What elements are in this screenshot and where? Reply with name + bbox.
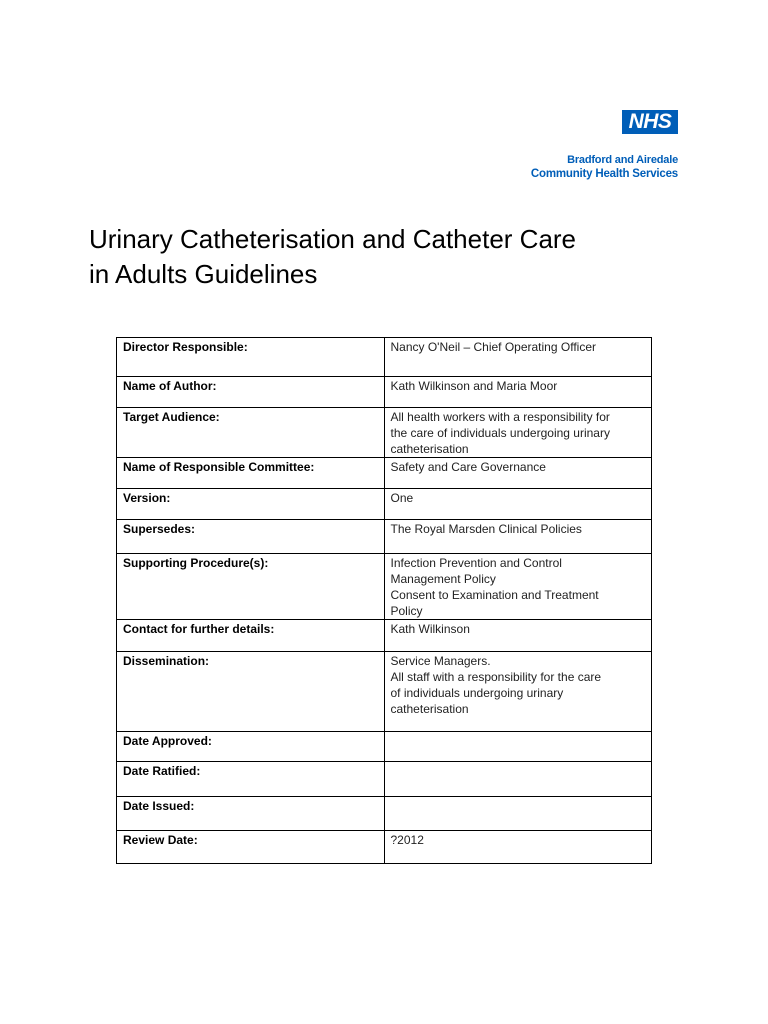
row-value [384, 732, 652, 762]
row-value [384, 554, 652, 620]
table-row [117, 408, 652, 458]
row-value [384, 377, 652, 408]
row-value-line: Nancy O'Neil – Chief Operating Officer [390, 340, 596, 354]
table-row [117, 489, 652, 520]
row-label: Contact for further details: [117, 620, 385, 652]
row-value [384, 408, 652, 458]
row-value-line: Management Policy [390, 572, 496, 586]
row-value [384, 489, 652, 520]
nhs-badge: NHS [622, 110, 678, 134]
row-label: Date Issued: [117, 797, 385, 831]
row-label: Date Ratified: [117, 762, 385, 797]
table-row [117, 797, 652, 831]
row-label: Supporting Procedure(s): [117, 554, 385, 620]
row-value-line: catheterisation [390, 442, 469, 456]
title-line-2: in Adults Guidelines [89, 259, 318, 289]
table-row [117, 831, 652, 864]
nhs-logo [478, 110, 678, 190]
row-value-line: The Royal Marsden Clinical Policies [390, 522, 582, 536]
row-label: Dissemination: [117, 652, 385, 732]
row-value-line: Safety and Care Governance [390, 460, 546, 474]
table-row [117, 652, 652, 732]
row-value-line: of individuals undergoing urinary [390, 686, 564, 700]
row-value [384, 338, 652, 377]
row-value [384, 620, 652, 652]
document-info-table [116, 337, 652, 864]
row-value-line: the care of individuals undergoing urinary [390, 426, 610, 440]
document-title [89, 222, 689, 292]
row-label: Name of Author: [117, 377, 385, 408]
row-value-line: Service Managers. [390, 654, 491, 668]
row-label: Target Audience: [117, 408, 385, 458]
table-row [117, 458, 652, 489]
row-label: Supersedes: [117, 520, 385, 554]
table-row [117, 732, 652, 762]
row-value-line: catheterisation [390, 702, 469, 716]
table-row [117, 762, 652, 797]
row-label: Date Approved: [117, 732, 385, 762]
title-line-1: Urinary Catheterisation and Catheter Care [89, 224, 577, 254]
row-value-line: ?2012 [390, 833, 424, 847]
table-row [117, 377, 652, 408]
row-value [384, 831, 652, 864]
table-row [117, 554, 652, 620]
row-value [384, 797, 652, 831]
table-row [117, 338, 652, 377]
row-value-line: All health workers with a responsibility for [390, 410, 610, 424]
row-value-line: Infection Prevention and Control [390, 556, 562, 570]
row-label: Name of Responsible Committee: [117, 458, 385, 489]
row-label: Version: [117, 489, 385, 520]
info-table-body [117, 338, 652, 864]
org-name-line1: Bradford and Airedale [567, 154, 678, 166]
row-value-line: Kath Wilkinson [390, 622, 470, 636]
row-value-line: All staff with a responsibility for the care [390, 670, 602, 684]
row-value [384, 652, 652, 732]
row-value-line: Kath Wilkinson and Maria Moor [390, 379, 558, 393]
row-value [384, 458, 652, 489]
table-row [117, 520, 652, 554]
row-label: Director Responsible: [117, 338, 385, 377]
row-value-line: Consent to Examination and Treatment [390, 588, 599, 602]
row-value [384, 520, 652, 554]
row-value-line: Policy [390, 604, 423, 618]
row-value [384, 762, 652, 797]
table-row [117, 620, 652, 652]
row-label: Review Date: [117, 831, 385, 864]
row-value-line: One [390, 491, 414, 505]
org-name-line2: Community Health Services [530, 168, 678, 180]
